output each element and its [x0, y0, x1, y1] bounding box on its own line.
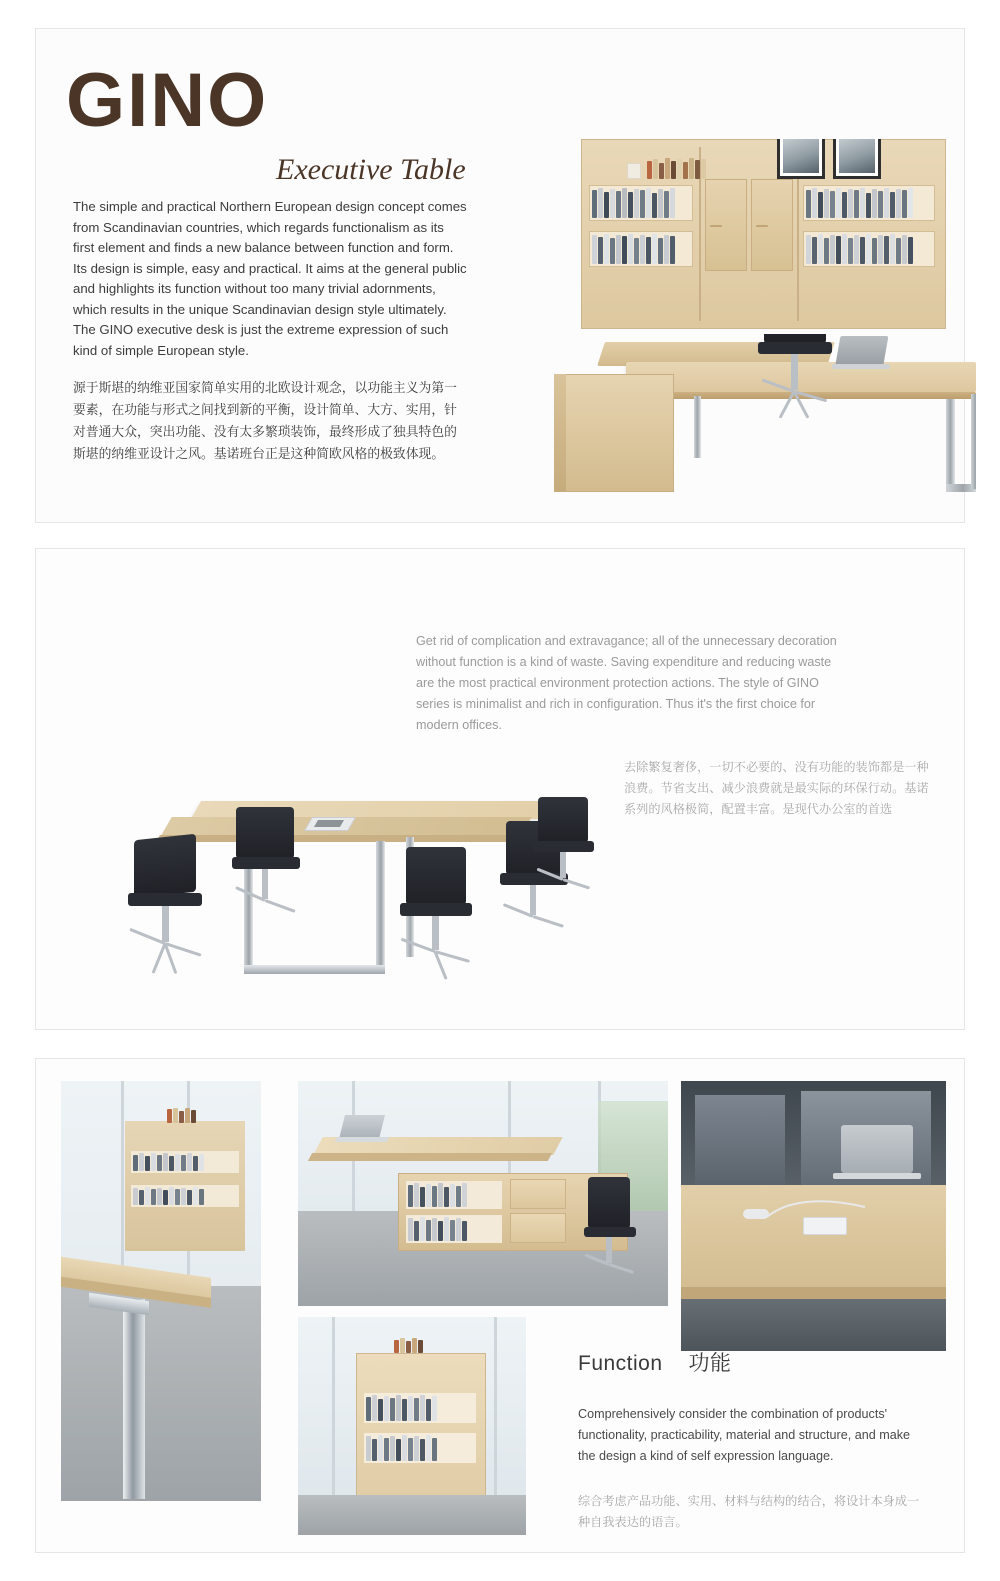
function-heading-en: Function: [578, 1352, 663, 1375]
cable-icon: [761, 1193, 871, 1237]
function-paragraph-cn: 综合考虑产品功能、实用、材料与结构的结合，将设计本身成一种自我表达的语言。: [578, 1494, 920, 1529]
photo-desk-cable-port: [681, 1081, 946, 1351]
hero-paragraph-cn: 源于斯堪的纳维亚国家简单实用的北欧设计观念，以功能主义为第一要素，在功能与形式之间找到新的平衡，设计简单、大方、实用，针对普通大众，突出功能、没有太多繁琐装饰，最终形成了独具特色的斯堪的纳维亚设计之风。基诺班台正是这种简欧风格的极致体现。: [73, 380, 457, 461]
page-title: GINO: [66, 58, 269, 143]
illustration-conference-table: [76, 759, 656, 1009]
hero-paragraph-en: The simple and practical Northern European design concept comes from Scandinavian countries, which regards functionalism as its first element and finds a new balance between function and form. Its design is simple, easy and practical. It aims at the general public and highlights its function without too many trivial adornments, which results in the unique Scandinavian design style ultimately. The GINO executive desk is just the extreme expression of such kind of simple European style.: [73, 199, 467, 358]
section-conference: [35, 548, 965, 1030]
conference-paragraph-en: Get rid of complication and extravagance; all of the unnecessary decoration without function is a kind of waste. Saving expenditure and reducing waste are the most practical environment protection actions. The style of GINO series is minimalist and rich in configuration. Thus it's the first choice for modern offices.: [416, 634, 837, 732]
conference-paragraph-cn: 去除繁复奢侈，一切不必要的、没有功能的装饰都是一种浪费。节省支出、减少浪费就是最实际的环保行动。基诺系列的风格极简，配置丰富。是现代办公室的首选: [624, 760, 929, 816]
function-paragraph-en: Comprehensively consider the combination of products' functionality, practicability, material and structure, and make the design a kind of self expression language.: [578, 1407, 911, 1463]
illustration-storage-cabinet: [581, 139, 946, 329]
section-hero: [35, 28, 965, 523]
section-function: [35, 1058, 965, 1553]
illustration-executive-desk: [546, 334, 976, 534]
photo-storage-cabinet: [298, 1317, 526, 1535]
page-subtitle: Executive Table: [276, 153, 466, 186]
function-heading-cn: 功能: [688, 1352, 732, 1375]
photo-desk-corner-detail: [61, 1081, 261, 1501]
function-heading: [578, 1347, 732, 1377]
photo-desk-with-credenza: [298, 1081, 668, 1306]
